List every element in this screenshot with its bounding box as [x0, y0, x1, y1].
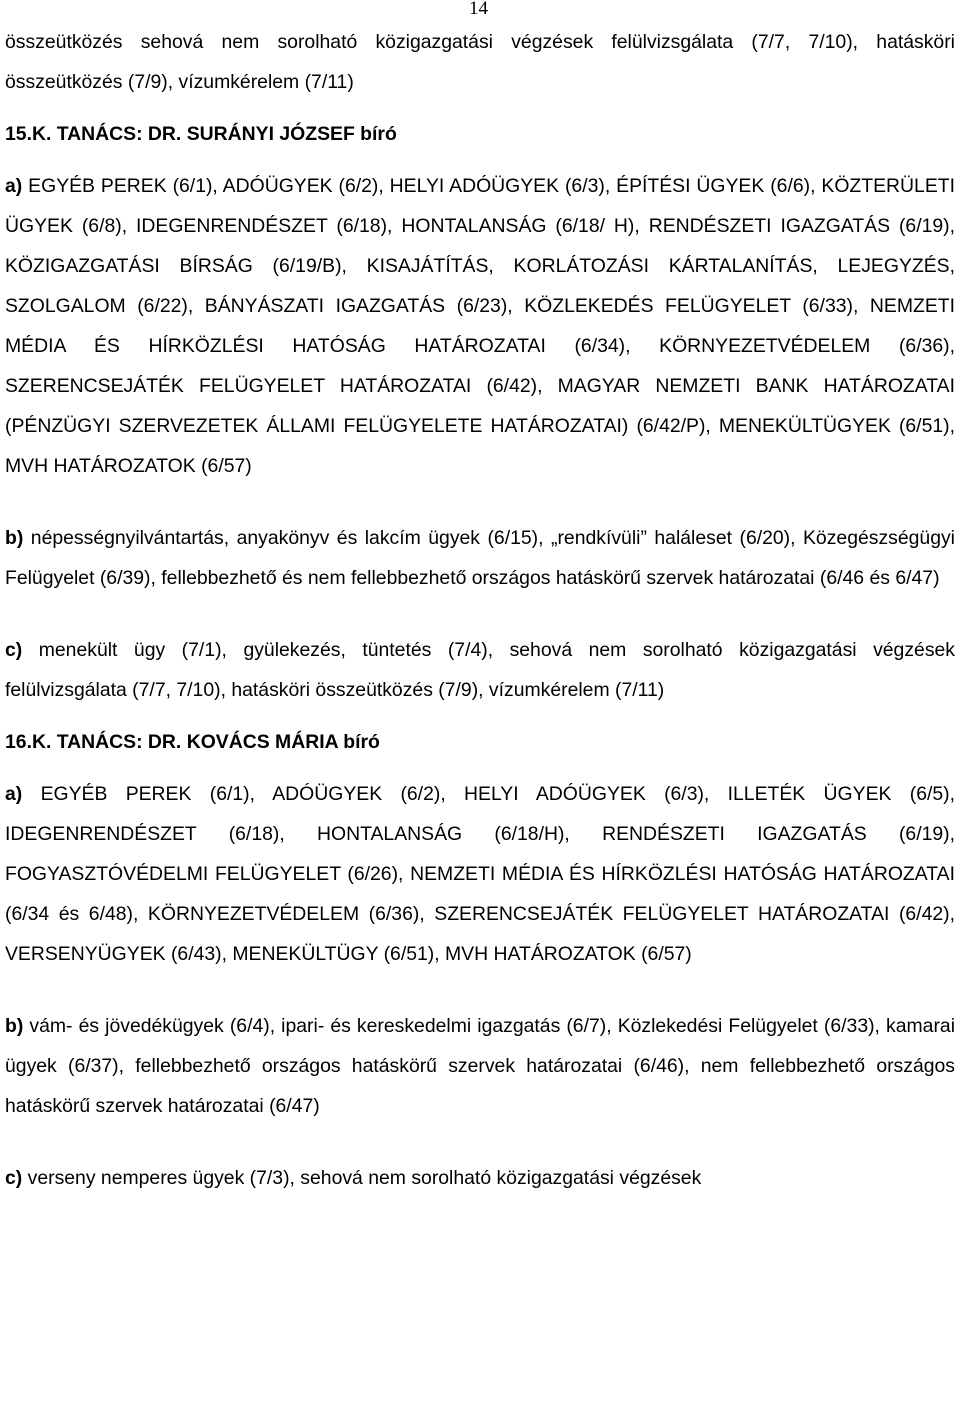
- document-body: [5, 22, 955, 1198]
- item-text: menekült ügy (7/1), gyülekezés, tüntetés (7/4), sehová nem sorolható közigazgatási végzések felülvizsgálata (7/7, 7/10), hatásköri összeütközés (7/9), vízumkérelem (7/11): [5, 639, 955, 701]
- council-16-heading: 16.K. TANÁCS: DR. KOVÁCS MÁRIA bíró: [5, 731, 380, 753]
- council-16-item-b: [5, 1006, 955, 1126]
- council-16-item-a: [5, 774, 955, 974]
- council-15-heading: 15.K. TANÁCS: DR. SURÁNYI JÓZSEF bíró: [5, 123, 397, 145]
- council-15-item-a: [5, 166, 955, 486]
- council-16-item-c: [5, 1158, 955, 1198]
- item-label: c): [5, 639, 23, 661]
- item-text: vám- és jövedékügyek (6/4), ipari- és kereskedelmi igazgatás (6/7), Közlekedési Felügyelet (6/33), kamarai ügyek (6/37), fellebbezhető országos hatáskörű szervek határozatai (6/46), nem fellebbezhető országos hatáskörű szervek határozatai (6/47): [5, 1015, 955, 1117]
- item-text: népességnyilvántartás, anyakönyv és lakcím ügyek (6/15), „rendkívüli” haláleset (6/20), Közegészségügyi Felügyelet (6/39), fellebbezhető és nem fellebbezhető országos hatáskörű szervek határozatai (6/46 és 6/47): [5, 527, 955, 589]
- council-15-item-b: [5, 518, 955, 598]
- item-label: a): [5, 175, 23, 197]
- page-number: 14: [469, 0, 488, 19]
- top-paragraph: összeütközés sehová nem sorolható közigazgatási végzések felülvizsgálata (7/7, 7/10), hatásköri összeütközés (7/9), vízumkérelem (7/11): [5, 31, 955, 93]
- item-text: EGYÉB PEREK (6/1), ADÓÜGYEK (6/2), HELYI ADÓÜGYEK (6/3), ÉPÍTÉSI ÜGYEK (6/6), KÖZTERÜLETI ÜGYEK (6/8), IDEGENRENDÉSZET (6/18), HONTALANSÁG (6/18/ H), RENDÉSZETI IGAZGATÁS (6/19), KÖZIGAZGATÁSI BÍRSÁG (6/19/B), KISAJÁTÍTÁS, KORLÁTOZÁSI KÁRTALANÍTÁS, LEJEGYZÉS, SZOLGALOM (6/22), BÁNYÁSZATI IGAZGATÁS (6/23), KÖZLEKEDÉS FELÜGYELET (6/33), NEMZETI MÉDIA ÉS HÍRKÖZLÉSI HATÓSÁG HATÁROZATAI (6/34), KÖRNYEZETVÉDELEM (6/36), SZERENCSEJÁTÉK FELÜGYELET HATÁROZATAI (6/42), MAGYAR NEMZETI BANK HATÁROZATAI (PÉNZÜGYI SZERVEZETEK ÁLLAMI FELÜGYELETE HATÁROZATAI) (6/42/P), MENEKÜLTÜGYEK (6/51), MVH HATÁROZATOK (6/57): [5, 175, 955, 477]
- item-text: EGYÉB PEREK (6/1), ADÓÜGYEK (6/2), HELYI ADÓÜGYEK (6/3), ILLETÉK ÜGYEK (6/5), IDEGENRENDÉSZET (6/18), HONTALANSÁG (6/18/H), RENDÉSZETI IGAZGATÁS (6/19), FOGYASZTÓVÉDELMI FELÜGYELET (6/26), NEMZETI MÉDIA ÉS HÍRKÖZLÉSI HATÓSÁG HATÁROZATAI (6/34 és 6/48), KÖRNYEZETVÉDELEM (6/36), SZERENCSEJÁTÉK FELÜGYELET HATÁROZATAI (6/42), VERSENYÜGYEK (6/43), MENEKÜLTÜGY (6/51), MVH HATÁROZATOK (6/57): [5, 783, 955, 965]
- item-label: c): [5, 1167, 23, 1189]
- item-label: b): [5, 527, 24, 549]
- item-text: verseny nemperes ügyek (7/3), sehová nem sorolható közigazgatási végzések: [27, 1167, 702, 1189]
- council-15-item-c: [5, 630, 955, 710]
- item-label: b): [5, 1015, 24, 1037]
- item-label: a): [5, 783, 23, 805]
